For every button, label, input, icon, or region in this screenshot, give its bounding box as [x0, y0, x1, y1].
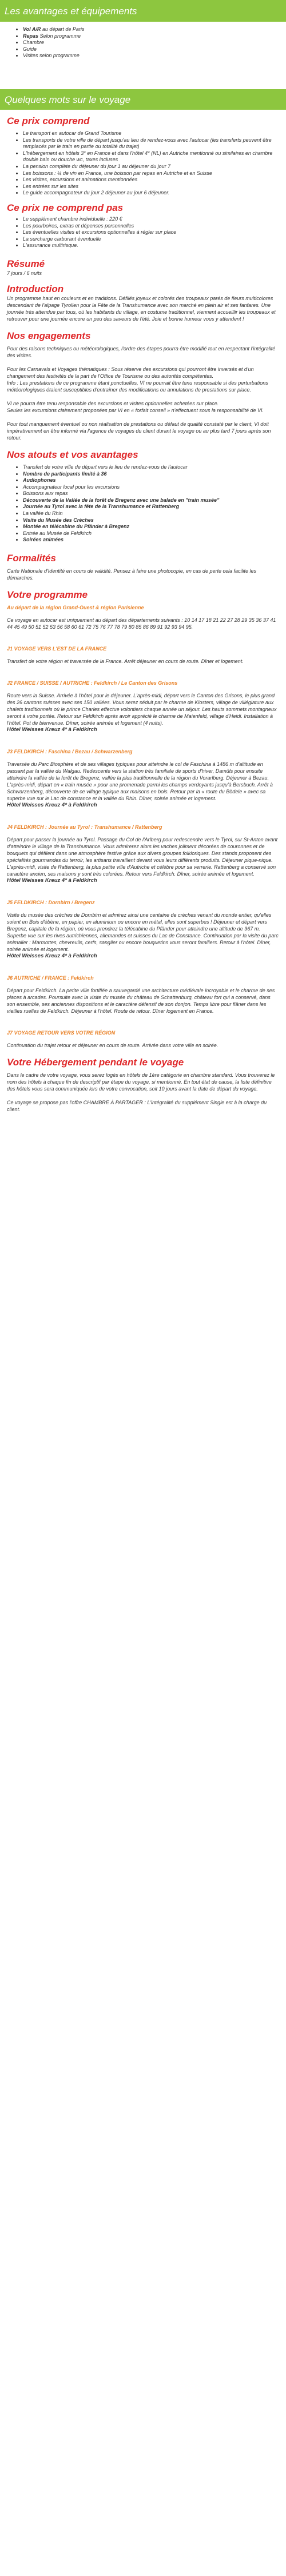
heading-atouts: Nos atouts et vos avantages: [7, 449, 138, 460]
day-2-text: Route vers la Suisse. Arrivée à l'hôtel pour le déjeuner. L'après-midi, départ vers le Canton des Grisons, le plus grand des 26 cantons suisses avec ses 150 vallées. Vous serez séduit par le charme de Klosters, village de villégiature aux chalets traditionnels où le prince Charles effectue volontiers chaque année un séjour. Les hauts sommets montagneux seront à votre portée. Retour sur Feldkirch après avoir apprécié le charme de Maienfeld, village d'Heidi. Installation à l'hôtel. Pot de bienvenue. Dîner, soirée animée et logement (4 nuits).: [7, 693, 277, 726]
list-item: • Nombre de participants limité à 36: [23, 471, 279, 478]
engagements-text-5: Seules les excursions clairement proposées par VI en « forfait conseil » n'effectuent sous la responsabilité de VI.: [7, 407, 264, 413]
day-5-hotel: Hôtel Weisses Kreuz 4* à Feldkirch: [7, 953, 97, 960]
list-item: • La pension complète du déjeuner du jour 1 au déjeuner du jour 7: [23, 163, 279, 170]
programme-depart-title: Au départ de la région Grand-Ouest & région Parisienne: [7, 605, 144, 611]
day-3-title: J3 FELDKIRCH : Faschina / Bezau / Schwarzenberg: [7, 749, 133, 755]
intro-text: Un programme haut en couleurs et en traditions. Défilés joyeux et colorés des troupeaux parés de fleurs multicolores descendant de l'alpage Tyrolien pour la Fête de la Transhumance avec son marché en plein air et ses fanfares. Une journée très attendue par tous, où les habitants du village, en costume traditionnel, viennent accueillir les troupeaux et retrouver pour une journée encore un peu des saveurs de l'été. Joie et bonne humeur vous y attendent !: [7, 295, 276, 322]
list-item: • Transfert de votre ville de départ vers le lieu de rendez-vous de l'autocar: [23, 464, 279, 471]
list-item: • Vol A/R au départ de Paris: [23, 26, 279, 33]
list-item: • Boissons aux repas: [23, 490, 279, 497]
list-item: • Visites selon programme: [23, 53, 279, 59]
heading-programme: Votre programme: [7, 589, 88, 601]
day-6-title: J6 AUTRICHE / FRANCE : Feldkirch: [7, 975, 94, 981]
heading-hebergement: Votre Hébergement pendant le voyage: [7, 1057, 184, 1068]
voyage-content: [0, 110, 286, 1113]
hebergement-text-1: Dans le cadre de votre voyage, vous serez logés en hôtels de 1ère catégorie en chambre standard. Vous trouverez le nom des hôtels à chaque fin de descriptif par étape du voyage, si mentionné. En tout état de cause, la liste définitive des hôtels vous sera communiquée lors de votre convocation, soit 10 jours avant la date de départ du voyage.: [7, 1072, 275, 1092]
list-item: • Les boissons : ¼ de vin en France, une boisson par repas en Autriche et en Suisse: [23, 170, 279, 177]
list-item: • Chambre: [23, 39, 279, 46]
day-3-hotel: Hôtel Weisses Kreuz 4* à Feldkirch: [7, 802, 97, 809]
list-item: • Les éventuelles visites et excursions optionnelles à régler sur place: [23, 229, 279, 236]
section-header-voyage: [0, 89, 286, 110]
day-1-title: J1 VOYAGE VERS L'EST DE LA FRANCE: [7, 646, 107, 652]
programme-depart-text: Ce voyage en autocar est uniquement au départ des départements suivants : 10 14 17 18 21 22 27 28 29 35 36 37 41 44 45 49 50 51 52 53 56 58 60 61 72 75 76 77 78 79 80 85 86 89 91 92 93 94 95.: [7, 617, 276, 630]
day-5-text: Visite du musée des crèches de Dornbirn et admirez ainsi une centaine de crèches venant du monde entier, qu'elles soient en Bois d'ébène, en papier, en aluminium ou encore en métal, elles sont superbes ! Déjeuner et départ vers Bregenz, capitale de la région, où vous prendrez la télécabine du Pfänder pour atteindre une altitude de 967 m. Superbe vue sur les rives autrichiennes, allemandes et suisses du Lac de Constance. Continuation par la visite du parc animalier : Marmottes, chevreuils, cerfs, sanglier ou encore bouquetins vous seront familiers. Retour à l'hôtel. Dîner, soirée animée et logement.: [7, 912, 279, 953]
engagements-text-3: Info : Les prestations de ce programme étant ponctuelles, VI ne pourrait être tenu responsable si des perturbations météorologiques étaient susceptibles d'entraîner des modifications ou annulations de prestations sur place.: [7, 380, 268, 393]
list-item: • Journée au Tyrol avec la fête de la Transhumance et Rattenberg: [23, 504, 279, 510]
heading-engagements: Nos engagements: [7, 330, 91, 341]
engagements-text-4: VI ne pourra être tenu responsable des excursions et visites optionnelles achetées sur place.: [7, 400, 219, 406]
list-item: • Audiophones: [23, 477, 279, 484]
day-4-hotel: Hôtel Weisses Kreuz 4* à Feldkirch: [7, 877, 97, 884]
list-item: • L'hébergement en hôtels 3* en France et dans l'hôtel 4* (NL) en Autriche mentionné ou similaires en chambre double bain ou douche wc, taxes incluses: [23, 150, 279, 163]
list-item: • Guide: [23, 46, 279, 53]
day-5-title: J5 FELDKIRCH : Dornbirn / Bregenz: [7, 900, 95, 906]
heading-resume: Résumé: [7, 258, 45, 269]
engagements-text-2: Pour les Carnavals et Voyages thématiques : Sous réserve des excursions qui pourront être inversés et d'un changement des festivités de la part de l'Office de Tourisme ou des autorités compétentes.: [7, 366, 254, 379]
list-item: • Montée en télécabine du Pfänder à Bregenz: [23, 524, 279, 530]
avantages-list: [7, 26, 279, 59]
list-item: • Le guide accompagnateur du jour 2 déjeuner au jour 6 déjeuner.: [23, 190, 279, 197]
prix-comprend-list: [7, 130, 279, 197]
list-item: • La surcharge carburant éventuelle: [23, 236, 279, 243]
day-4-text: Départ pour passer la journée au Tyrol. Passage du Col de l'Arlberg pour redescendre vers le Tyrol, sur St-Anton avant d'atteindre le village de la Transhumance. Vous admirerez alors les vaches joliment décorées de couronnes et de bouquets qui défilent dans une atmosphère festive grâce aux divers groupes folkloriques. Des stands proposent des spécialités gourmandes du terroir, les artisans travaillent devant vous leurs différents produits. Déjeuner pique-nique. L'après-midi, visite de Rattenberg, la plus petite ville d'Autriche et célèbre pour sa verrerie. Rattenberg a conservé son caractère ancien, ses maisons y sont très colorées. Retour vers Feldkirch. Dîner, soirée animée et logement.: [7, 837, 278, 877]
heading-prix-ne-comprend: Ce prix ne comprend pas: [7, 202, 124, 213]
resume-text: 7 jours / 6 nuits: [7, 270, 42, 276]
section-header-avantages: [0, 0, 286, 22]
list-item: • Entrée au Musée de Feldkirch: [23, 530, 279, 537]
day-4-title: J4 FELDKIRCH : Journée au Tyrol : Transhumance / Rattenberg: [7, 824, 162, 830]
day-2-title: J2 FRANCE / SUISSE / AUTRICHE : Feldkirch / Le Canton des Grisons: [7, 680, 178, 686]
engagements-text-6: Pour tout manquement éventuel ou non réalisation de prestations ou défaut de qualité constaté par le client, VI doit impérativement en être informé via l'agence de voyages du client durant le voyage ou au plus tard 7 jours après son retour.: [7, 421, 271, 441]
engagements-text-1: Pour des raisons techniques ou météorologiques, l'ordre des étapes pourra être modifié tout en respectant l'intégralité des visites.: [7, 345, 276, 358]
list-item: • Le transport en autocar de Grand Tourisme: [23, 130, 279, 137]
heading-introduction: Introduction: [7, 283, 64, 294]
day-6-text: Départ pour Feldkirch. La petite ville fortifiée a sauvegardé une architecture médiévale incroyable et le charme de ses places à arcades. Poursuite avec la visite du musée du château de Schattenburg, château fort qui a conservé, dans son ensemble, ses anciennes dispositions et le caractère défensif de son donjon. Temps libre pour flâner dans les vieilles ruelles de Feldkirch. Déjeuner à l'hôtel. Route de retour. Dîner logement en France.: [7, 988, 275, 1015]
day-2-hotel: Hôtel Weisses Kreuz 4* à Feldkirch: [7, 726, 97, 733]
heading-prix-comprend: Ce prix comprend: [7, 115, 90, 126]
prix-ne-comprend-list: [7, 216, 279, 249]
day-1-text: Transfert de votre région et traversée de la France. Arrêt déjeuner en cours de route. Dîner et logement.: [7, 658, 244, 665]
day-7-text: Continuation du trajet retour et déjeuner en cours de route. Arrivée dans votre ville en soirée.: [7, 1043, 219, 1049]
list-item: • Repas Selon programme: [23, 33, 279, 40]
list-item: • Le supplément chambre individuelle : 220 €: [23, 216, 279, 223]
list-item: • Les visites, excursions et animations mentionnées: [23, 177, 279, 183]
heading-formalites: Formalités: [7, 553, 56, 564]
list-item: • Les entrées sur les sites: [23, 183, 279, 190]
formalites-text: Carte Nationale d'Identité en cours de validité. Pensez à faire une photocopie, en cas de perte cela facilite les démarches.: [7, 568, 256, 581]
day-3-text: Traversée du Parc Biosphère et de ses villages typiques pour atteindre le col de Faschina à 1486 m d'altitude en passant par la vallée du Walgau. Redescente vers la station très familiale de sports d'hiver, Damüls pour ensuite atteindre la vallée de la forêt de Bregenz, vallée la plus traditionnelle de la région du Vorarlberg. Déjeuner à Bezau. L'après-midi, départ en « train musée » pour une promenade parmi les champs verdoyants jusqu'à Bersbuch. Arrêt à Schwarzenberg, découverte de ce village typique aux maisons en bois. Retour par la « route du Bödele » avec sa superbe vue sur le Lac de constance et la vallée du Rhin. Dîner, soirée animée et logement.: [7, 761, 273, 802]
list-item: • Découverte de la Vallée de la forêt de Bregenz avec une balade en "train musée": [23, 497, 279, 504]
day-7-title: J7 VOYAGE RETOUR VERS VOTRE RÉGION: [7, 1030, 116, 1036]
list-item: • Les transports de votre ville de départ jusqu'au lieu de rendez-vous avec l'autocar (les transferts peuvent être remplacés par le train en partie ou totalité du trajet): [23, 137, 279, 150]
atouts-list: [7, 464, 279, 544]
list-item: • Accompagnateur local pour les excursions: [23, 484, 279, 491]
list-item: • La vallée du Rhin: [23, 510, 279, 517]
hebergement-text-2: Ce voyage se propose pas l'offre CHAMBRE À PARTAGER : L'intégralité du supplément Single est à la charge du client.: [7, 1100, 267, 1113]
list-item: • Visite du Musée des Crèches: [23, 517, 279, 524]
section-title-avantages: Les avantages et équipements: [5, 6, 137, 17]
avantages-list-section: [0, 22, 286, 79]
section-title-voyage: Quelques mots sur le voyage: [5, 94, 131, 105]
list-item: • L'assurance multirisque.: [23, 242, 279, 249]
list-item: • Soirées animées: [23, 537, 279, 544]
list-item: • Les pourboires, extras et dépenses personnelles: [23, 223, 279, 230]
